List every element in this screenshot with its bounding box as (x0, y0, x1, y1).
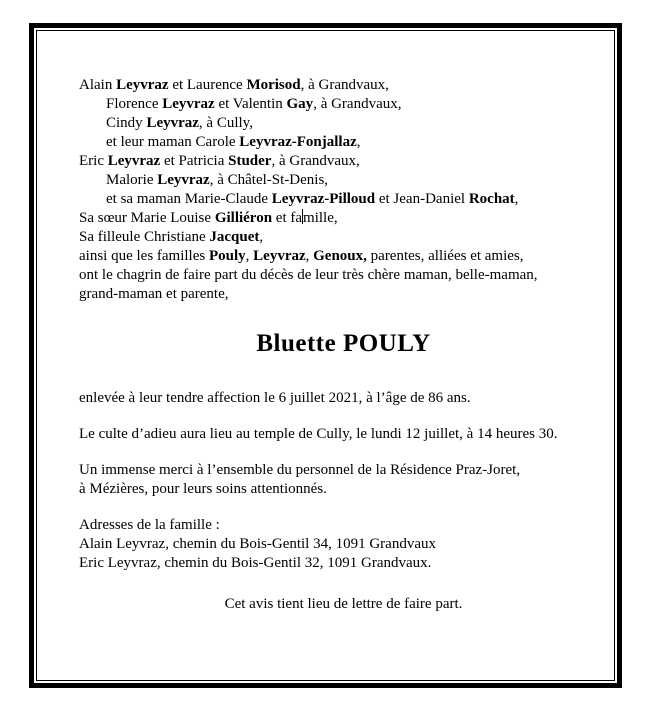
family-name-bold: Leyvraz (157, 172, 210, 188)
family-name-bold: Pouly (208, 248, 246, 264)
family-line-text: mille, (303, 210, 338, 226)
family-name-bold: Jacquet (209, 229, 260, 245)
family-name-bold: Leyvraz (146, 115, 199, 131)
family-line (79, 247, 608, 266)
family-name-bold: Leyvraz (253, 248, 306, 264)
notice-line: enlevée à leur tendre affection le 6 juillet 2021, à l’âge de 86 ans. (79, 390, 471, 406)
family-line-text: parentes, alliées et amies, (366, 248, 524, 264)
family-name-bold: Genoux, (313, 248, 367, 264)
family-line-text: , à Grandvaux, (271, 153, 360, 169)
family-line-text: , (259, 229, 264, 245)
family-name-bold: Leyvraz (107, 153, 161, 169)
notice-inner-border (36, 30, 615, 681)
family-name-bold: Morisod (246, 77, 301, 93)
family-announcement-lines (79, 76, 608, 304)
notice-border-frame (29, 23, 622, 688)
family-line-text: Cindy (106, 115, 147, 131)
notice-line: Adresses de la famille : (79, 517, 220, 533)
family-line-text: Sa sœur Marie Louise (79, 210, 215, 226)
notice-line: Alain Leyvraz, chemin du Bois-Gentil 34, 1091 Grandvaux (79, 536, 436, 552)
family-line-text: et sa maman Marie-Claude (106, 191, 272, 207)
family-line (79, 209, 608, 228)
family-line (79, 190, 608, 209)
family-line (79, 266, 608, 285)
family-name-bold: Gay (286, 96, 314, 112)
family-line-text: , à Cully, (198, 115, 253, 131)
family-line-text: et fa (272, 210, 303, 226)
family-name-bold: Gilliéron (214, 210, 273, 226)
family-line-text: et Laurence (168, 77, 247, 93)
family-line-text: grand-maman et parente, (79, 286, 229, 302)
family-name-bold: Leyvraz (116, 77, 169, 93)
notice-line: Le culte d’adieu aura lieu au temple de Cully, le lundi 12 juillet, à 14 heures 30. (79, 426, 558, 442)
notice-line: Un immense merci à l’ensemble du personnel de la Résidence Praz-Joret, (79, 462, 521, 478)
family-name-bold: Leyvraz-Fonjallaz (239, 134, 357, 150)
deceased-name-title: Bluette POULY (256, 330, 431, 357)
family-line-text: et Patricia (160, 153, 229, 169)
family-line-text: , à Grandvaux, (300, 77, 389, 93)
family-addresses (79, 516, 608, 573)
family-line (79, 285, 608, 304)
family-line-text: et Jean-Daniel (375, 191, 469, 207)
funeral-service (79, 425, 608, 444)
notice-line: à Mézières, pour leurs soins attentionnés. (79, 481, 327, 497)
family-name-bold: Studer (228, 153, 272, 169)
family-line-text: , (514, 191, 519, 207)
closing-line: Cet avis tient lieu de lettre de faire part. (224, 596, 463, 612)
family-line (79, 228, 608, 247)
family-line-text: Florence (106, 96, 163, 112)
family-line-text: Eric (79, 153, 108, 169)
family-line (79, 152, 608, 171)
family-line (79, 171, 608, 190)
family-line-text: Malorie (106, 172, 158, 188)
notice-paragraphs (79, 389, 608, 573)
notice-line: Eric Leyvraz, chemin du Bois-Gentil 32, 1091 Grandvaux. (79, 555, 432, 571)
family-name-bold: Leyvraz-Pilloud (271, 191, 376, 207)
family-line-text: et Valentin (214, 96, 287, 112)
family-line-text: ainsi que les familles (79, 248, 209, 264)
family-line-text: Alain (79, 77, 117, 93)
family-line-text: , (356, 134, 361, 150)
family-line (79, 114, 608, 133)
family-name-bold: Rochat (468, 191, 515, 207)
family-name-bold: Leyvraz (162, 96, 215, 112)
thanks-message (79, 461, 608, 499)
family-line-text: , à Grandvaux, (313, 96, 402, 112)
death-announcement (79, 389, 608, 408)
family-line (79, 76, 608, 95)
family-line-text: Sa filleule Christiane (79, 229, 210, 245)
family-line-text: et leur maman Carole (106, 134, 240, 150)
family-line (79, 133, 608, 152)
family-line-text: ont le chagrin de faire part du décès de leur très chère maman, belle-maman, (79, 267, 538, 283)
family-line-text: , à Châtel-St-Denis, (209, 172, 329, 188)
family-line (79, 95, 608, 114)
family-line-text: , (245, 248, 254, 264)
family-line-text: , (305, 248, 314, 264)
